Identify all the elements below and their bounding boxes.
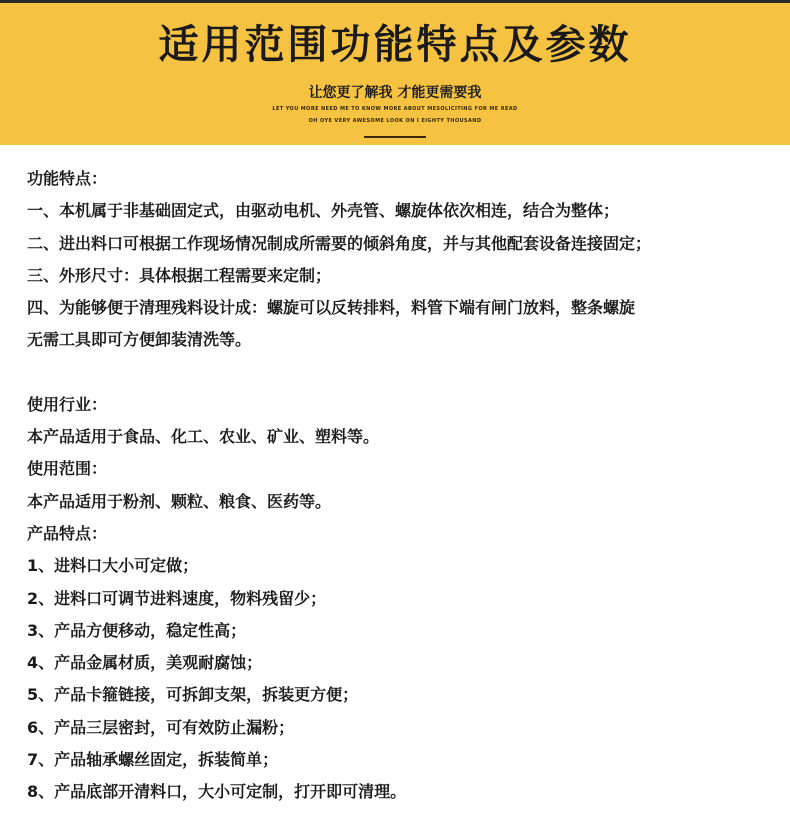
decorative-divider — [364, 136, 426, 138]
scope-text: 本产品适用于粉剂、颗粒、粮食、医药等。 — [27, 491, 332, 511]
product-feature-item: 5、产品卡箍链接，可拆卸支架，拆装更方便； — [27, 685, 359, 705]
product-feature-item: 4、产品金属材质，美观耐腐蚀； — [27, 653, 263, 673]
industry-heading: 使用行业： — [27, 394, 108, 414]
feature-item: 三、外形尺寸：具体根据工程需要来定制； — [27, 265, 332, 285]
header-banner — [0, 0, 790, 145]
english-tagline-1: LET YOU MORE NEED ME TO KNOW MORE ABOUT MESOLICITING FOR ME READ — [272, 106, 518, 112]
product-feature-item: 8、产品底部开清料口，大小可定制，打开即可清理。 — [27, 782, 407, 802]
page-subtitle: 让您更了解我 才能更需要我 — [308, 85, 482, 101]
page-title: 适用范围功能特点及参数 — [158, 22, 632, 68]
scope-heading: 使用范围： — [27, 459, 108, 479]
feature-item: 一、本机属于非基础固定式，由驱动电机、外壳管、螺旋体依次相连，结合为整体； — [27, 201, 620, 221]
product-feature-item: 2、进料口可调节进料速度，物料残留少； — [27, 588, 327, 608]
english-tagline-2: OH OYE VERY AWESOME LOOK ON I EIGHTY THOUSAND — [308, 118, 482, 124]
product-features-heading: 产品特点： — [27, 523, 108, 543]
content-body — [0, 145, 790, 809]
product-feature-item: 1、进料口大小可定做； — [27, 556, 199, 576]
feature-item-continued: 无需工具即可方便卸装清洗等。 — [27, 330, 252, 350]
feature-item: 二、进出料口可根据工作现场情况制成所需要的倾斜角度，并与其他配套设备连接固定； — [27, 233, 652, 253]
section-spacer — [27, 357, 790, 389]
industry-text: 本产品适用于食品、化工、农业、矿业、塑料等。 — [27, 427, 380, 447]
product-feature-item: 7、产品轴承螺丝固定，拆装简单； — [27, 750, 279, 770]
product-feature-item: 3、产品方便移动，稳定性高； — [27, 620, 247, 640]
product-feature-item: 6、产品三层密封，可有效防止漏粉； — [27, 717, 295, 737]
feature-item: 四、为能够便于清理残料设计成：螺旋可以反转排料，料管下端有闸门放料，整条螺旋 — [27, 298, 636, 318]
features-heading: 功能特点： — [27, 169, 108, 188]
